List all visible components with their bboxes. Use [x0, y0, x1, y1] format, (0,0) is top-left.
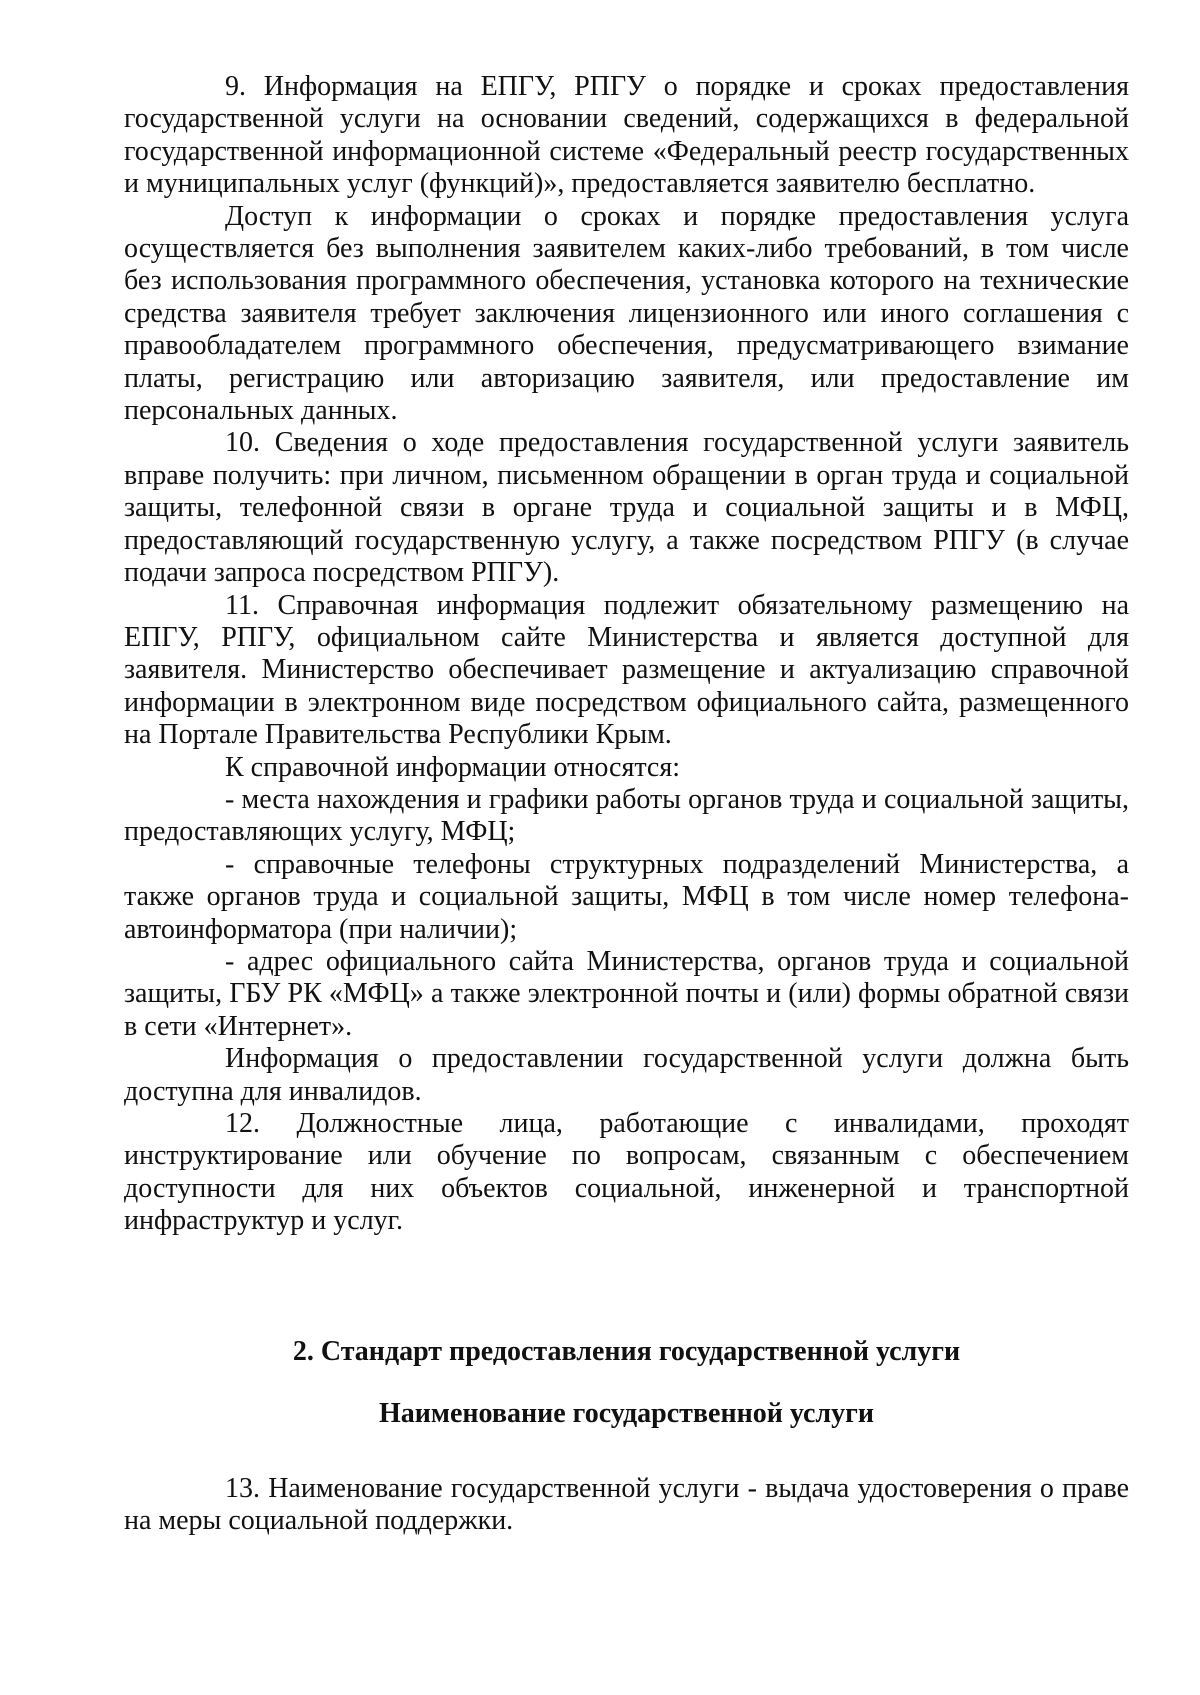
section-heading: 2. Стандарт предоставления государственной услуги — [292, 1336, 961, 1367]
document-tail — [124, 1473, 1129, 1538]
paragraph-12: 12. Должностные лица, работающие с инвалидами, проходят инструктирование или обучение по вопросам, связанным с обеспечением доступности для них объектов социальной, инженерной и транспортной инфраструктур и услуг. — [124, 1108, 1129, 1237]
paragraph-accessibility: Информация о предоставлении государственной услуги должна быть доступна для инвалидов. — [124, 1043, 1129, 1107]
paragraph-13: 13. Наименование государственной услуги - выдача удостоверения о праве на меры социальной поддержки. — [124, 1473, 1129, 1537]
list-item-phones: - справочные телефоны структурных подразделений Министерства, а также органов труда и социальной защиты, МФЦ в том числе номер телефона-автоинформатора (при наличии); — [124, 848, 1129, 945]
paragraph-10: 10. Сведения о ходе предоставления государственной услуги заявитель вправе получить: при личном, письменном обращении в орган труда и социальной защиты, телефонной связи в органе труда и социальной защиты и в МФЦ, предоставляющий государственную услугу, а также посредством РПГУ (в случае подачи запроса посредством РПГУ). — [124, 427, 1129, 589]
paragraph-access: Доступ к информации о сроках и порядке предоставления услуга осуществляется без выполнения заявителем каких-либо требований, в том числе без использования программного обеспечения, установка которого на технические средства заявителя требует заключения лицензионного или иного соглашения с правообладателем программного обеспечения, предусматривающего взимание платы, регистрацию или авторизацию заявителя, или предоставление им персональных данных. — [124, 200, 1129, 427]
list-item-website: - адрес официального сайта Министерства, органов труда и социальной защиты, ГБУ РК «МФЦ» а также электронной почты и (или) формы обратной связи в сети «Интернет». — [124, 945, 1129, 1042]
paragraph-11: 11. Справочная информация подлежит обязательному размещению на ЕПГУ, РПГУ, официальном сайте Министерства и является доступной для заявителя. Министерство обеспечивает размещение и актуализацию справочной информации в электронном виде посредством официального сайта, размещенного на Портале Правительства Республики Крым. — [124, 589, 1129, 751]
list-item-locations: - места нахождения и графики работы органов труда и социальной защиты, предоставляющих услугу, МФЦ; — [124, 783, 1129, 848]
subheading: Наименование государственной услуги — [379, 1398, 874, 1429]
paragraph-reference-intro: К справочной информации относятся: — [225, 751, 680, 783]
document-body — [124, 71, 1129, 1238]
paragraph-9: 9. Информация на ЕПГУ, РПГУ о порядке и сроках предоставления государственной услуги на основании сведений, содержащихся в федеральной государственной информационной системе «Федеральный реестр государственных и муниципальных услуг (функций)», предоставляется заявителю бесплатно. — [124, 71, 1129, 200]
